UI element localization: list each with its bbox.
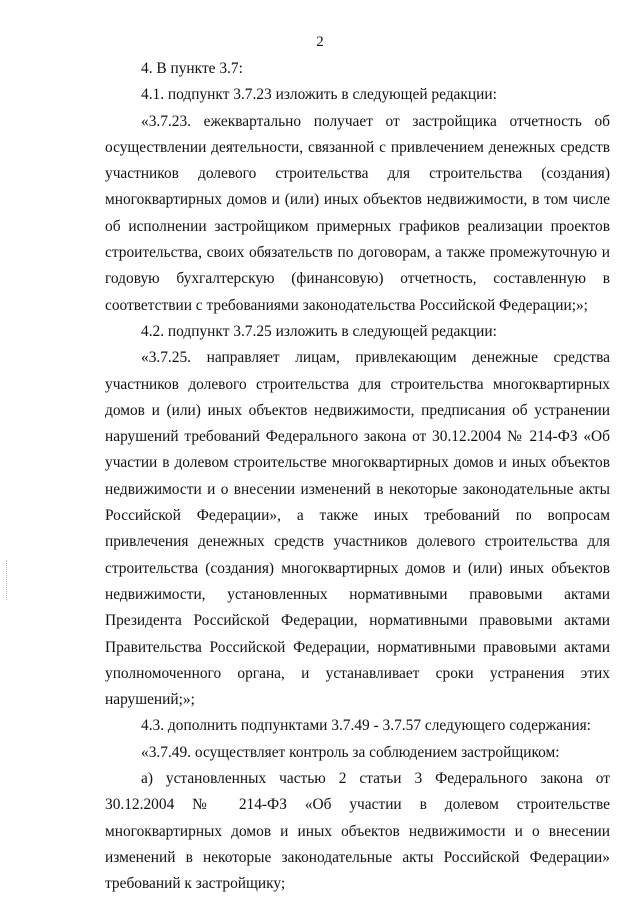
paragraph-4-2-intro: 4.2. подпункт 3.7.25 изложить в следующей редакции: xyxy=(141,322,497,340)
paragraph-3-7-23: «3.7.23. ежеквартально получает от застройщика отчетность об осуществлении деятельности, связанной с привлечением денежных средств участников долевого строительства для строительства (создания) многоквартирных домов и (или) иных объектов недвижимости, в том числе об исполнении застройщиком примерных графиков реализации проектов строительства, своих обязательств по договорам, а также промежуточную и годовую бухгалтерскую (финансовую) отчетность, составленную в соответствии с требованиями законодательства Российской Федерации;»; xyxy=(105,112,610,314)
paragraph-3-7-49: «3.7.49. осуществляет контроль за соблюдением застройщиком: xyxy=(141,743,560,761)
document-body xyxy=(105,56,610,898)
paragraph-4-1-intro: 4.1. подпункт 3.7.23 изложить в следующей редакции: xyxy=(141,86,497,104)
paragraph-4-3-intro: 4.3. дополнить подпунктами 3.7.49 - 3.7.57 следующего содержания: xyxy=(141,717,591,735)
paragraph-3-7-25: «3.7.25. направляет лицам, привлекающим денежные средства участников долевого строительства для строительства многоквартирных домов и (или) иных объектов недвижимости, предписания об устранении нарушений требований Федерального закона от 30.12.2004 № 214-ФЗ «Об участии в долевом строительстве многоквартирных домов и иных объектов недвижимости и о внесении изменений в некоторые законодательные акты Российской Федерации», а также иных требований по вопросам привлечения денежных средств участников долевого строительства для строительства (создания) многоквартирных домов и (или) иных объектов недвижимости, установленных нормативными правовыми актами Президента Российской Федерации, нормативными правовыми актами Правительства Российской Федерации, нормативными правовыми актами уполномоченного органа, и устанавливает сроки устранения этих нарушений;»; xyxy=(105,349,610,709)
paragraph-3-7-49-a: а) установленных частью 2 статьи 3 Федерального закона от 30.12.2004 № 214-ФЗ «Об участии в долевом строительстве многоквартирных домов и иных объектов недвижимости и о внесении изменений в некоторые законодательные акты Российской Федерации» требований к застройщику; xyxy=(105,770,610,893)
page-number: 2 xyxy=(316,34,324,50)
scan-margin-mark xyxy=(6,560,9,600)
section-heading-4: 4. В пункте 3.7: xyxy=(141,60,243,77)
